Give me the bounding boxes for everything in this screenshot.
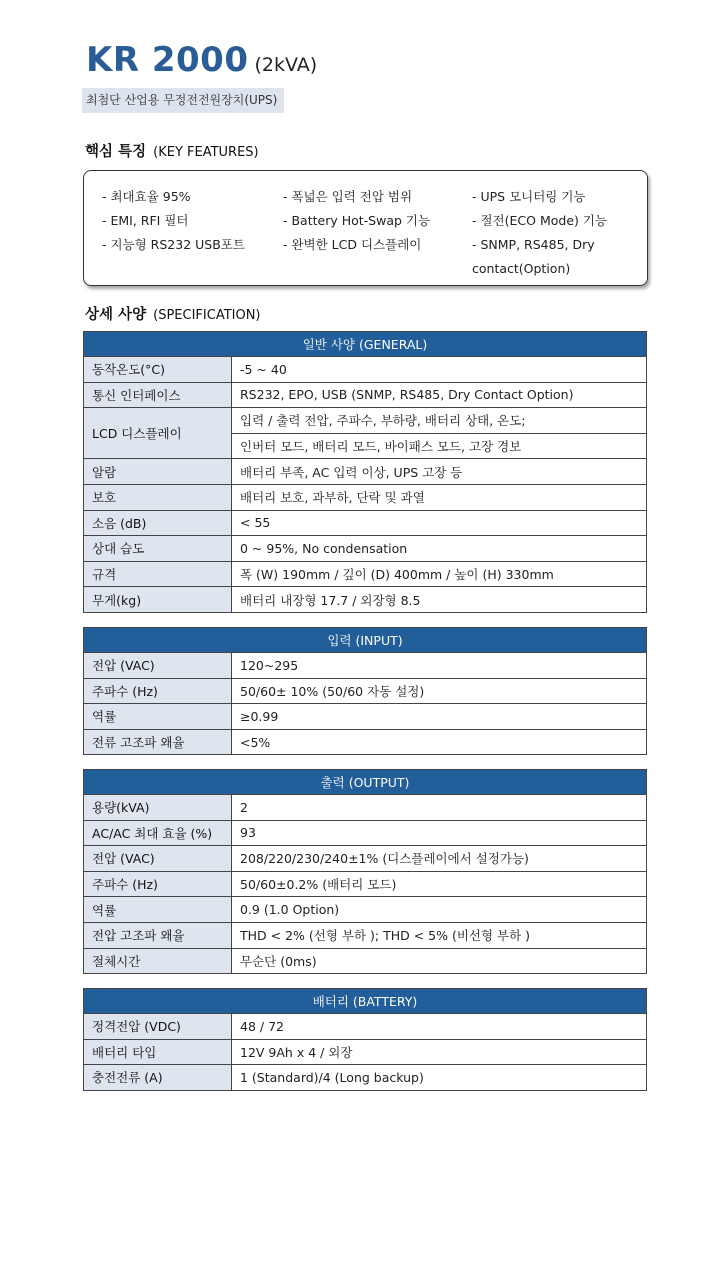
table-row — [84, 704, 647, 730]
table-row — [84, 484, 647, 510]
row-label: 무게(kg) — [84, 587, 232, 613]
key-features-title-en: (KEY FEATURES) — [153, 145, 259, 160]
row-label: 규격 — [84, 561, 232, 587]
specification-title-en: (SPECIFICATION) — [153, 308, 261, 323]
input-spec-table — [83, 627, 647, 755]
row-value: 93 — [232, 820, 647, 846]
row-label: 절체시간 — [84, 948, 232, 974]
table-row — [84, 459, 647, 485]
row-label: 보호 — [84, 484, 232, 510]
row-value: 0 ~ 95%, No condensation — [232, 536, 647, 562]
table-row — [84, 382, 647, 408]
row-value: 2 — [232, 795, 647, 821]
table-header: 배터리 (BATTERY) — [84, 989, 647, 1014]
row-value: 1 (Standard)/4 (Long backup) — [232, 1065, 647, 1091]
table-row — [84, 948, 647, 974]
table-row — [84, 1065, 647, 1091]
table-header-row — [84, 770, 647, 795]
table-row — [84, 510, 647, 536]
row-value: 50/60±0.2% (배터리 모드) — [232, 871, 647, 897]
table-row — [84, 561, 647, 587]
row-value: 0.9 (1.0 Option) — [232, 897, 647, 923]
row-label: 주파수 (Hz) — [84, 871, 232, 897]
row-label: 전압 고조파 왜율 — [84, 922, 232, 948]
row-value: < 55 — [232, 510, 647, 536]
row-value: 48 / 72 — [232, 1014, 647, 1040]
row-label: 충전전류 (A) — [84, 1065, 232, 1091]
table-header: 입력 (INPUT) — [84, 628, 647, 653]
table-header: 출력 (OUTPUT) — [84, 770, 647, 795]
row-value: THD < 2% (선형 부하 ); THD < 5% (비선형 부하 ) — [232, 922, 647, 948]
table-row — [84, 795, 647, 821]
row-value: 입력 / 출력 전압, 주파수, 부하량, 배터리 상태, 온도; — [232, 408, 647, 434]
table-row — [84, 846, 647, 872]
feature-item: - 지능형 RS232 USB포트 — [102, 237, 245, 252]
row-label: 전압 (VAC) — [84, 846, 232, 872]
row-label: 상대 습도 — [84, 536, 232, 562]
feature-item: - UPS 모니터링 기능 — [472, 189, 586, 204]
row-label: 전류 고조파 왜율 — [84, 729, 232, 755]
feature-item: - 폭넓은 입력 전압 범위 — [283, 189, 413, 204]
row-value: 12V 9Ah x 4 / 외장 — [232, 1039, 647, 1065]
row-value: 폭 (W) 190mm / 깊이 (D) 400mm / 높이 (H) 330mm — [232, 561, 647, 587]
row-value: RS232, EPO, USB (SNMP, RS485, Dry Contact Option) — [232, 382, 647, 408]
row-value: 배터리 보호, 과부하, 단락 및 과열 — [232, 484, 647, 510]
table-header-row — [84, 628, 647, 653]
row-value: <5% — [232, 729, 647, 755]
table-row — [84, 587, 647, 613]
general-spec-table — [83, 331, 647, 613]
row-label: 알람 — [84, 459, 232, 485]
row-value: 208/220/230/240±1% (디스플레이에서 설정가능) — [232, 846, 647, 872]
row-label: 주파수 (Hz) — [84, 678, 232, 704]
table-row — [84, 1039, 647, 1065]
row-value: 120~295 — [232, 653, 647, 679]
key-features-heading — [85, 140, 259, 161]
feature-item: - EMI, RFI 필터 — [102, 213, 189, 228]
row-value: -5 ~ 40 — [232, 357, 647, 383]
output-spec-table — [83, 769, 647, 974]
row-label: 역률 — [84, 897, 232, 923]
product-title — [86, 40, 317, 80]
capacity-label: (2kVA) — [254, 54, 318, 76]
row-label: 배터리 타입 — [84, 1039, 232, 1065]
row-value: 배터리 내장형 17.7 / 외장형 8.5 — [232, 587, 647, 613]
row-label: AC/AC 최대 효율 (%) — [84, 820, 232, 846]
table-row — [84, 729, 647, 755]
key-features-title: 핵심 특징 — [85, 144, 147, 160]
table-row — [84, 871, 647, 897]
row-value: 50/60± 10% (50/60 자동 설정) — [232, 678, 647, 704]
table-row — [84, 922, 647, 948]
row-label: 역률 — [84, 704, 232, 730]
table-row — [84, 1014, 647, 1040]
row-label: 정격전압 (VDC) — [84, 1014, 232, 1040]
feature-item: - 절전(ECO Mode) 기능 — [472, 213, 608, 228]
battery-spec-table — [83, 988, 647, 1091]
feature-item: - 완벽한 LCD 디스플레이 — [283, 237, 422, 252]
table-row — [84, 897, 647, 923]
table-row — [84, 357, 647, 383]
features-column-2 — [283, 185, 430, 257]
table-header: 일반 사양 (GENERAL) — [84, 332, 647, 357]
row-label: 통신 인터페이스 — [84, 382, 232, 408]
row-value: 배터리 부족, AC 입력 이상, UPS 고장 등 — [232, 459, 647, 485]
specification-title: 상세 사양 — [85, 307, 147, 323]
row-label: LCD 디스플레이 — [84, 408, 232, 459]
specification-heading — [85, 303, 261, 324]
features-column-3 — [472, 185, 632, 281]
table-header-row — [84, 989, 647, 1014]
feature-item: - 최대효율 95% — [102, 189, 191, 204]
row-label: 동작온도(°C) — [84, 357, 232, 383]
table-header-row — [84, 332, 647, 357]
table-row — [84, 653, 647, 679]
table-row — [84, 678, 647, 704]
row-label: 전압 (VAC) — [84, 653, 232, 679]
feature-item: - SNMP, RS485, Dry contact(Option) — [472, 237, 595, 276]
row-value: ≥0.99 — [232, 704, 647, 730]
table-row — [84, 408, 647, 434]
model-name: KR 2000 — [86, 40, 249, 80]
row-value: 인버터 모드, 배터리 모드, 바이패스 모드, 고장 경보 — [232, 433, 647, 459]
features-column-1 — [102, 185, 245, 257]
row-value: 무순단 (0ms) — [232, 948, 647, 974]
row-label: 소음 (dB) — [84, 510, 232, 536]
key-features-box — [83, 170, 648, 286]
product-subtitle: 최첨단 산업용 무정전전원장치(UPS) — [82, 88, 284, 113]
row-label: 용량(kVA) — [84, 795, 232, 821]
table-row — [84, 820, 647, 846]
table-row — [84, 536, 647, 562]
feature-item: - Battery Hot-Swap 기능 — [283, 213, 431, 228]
